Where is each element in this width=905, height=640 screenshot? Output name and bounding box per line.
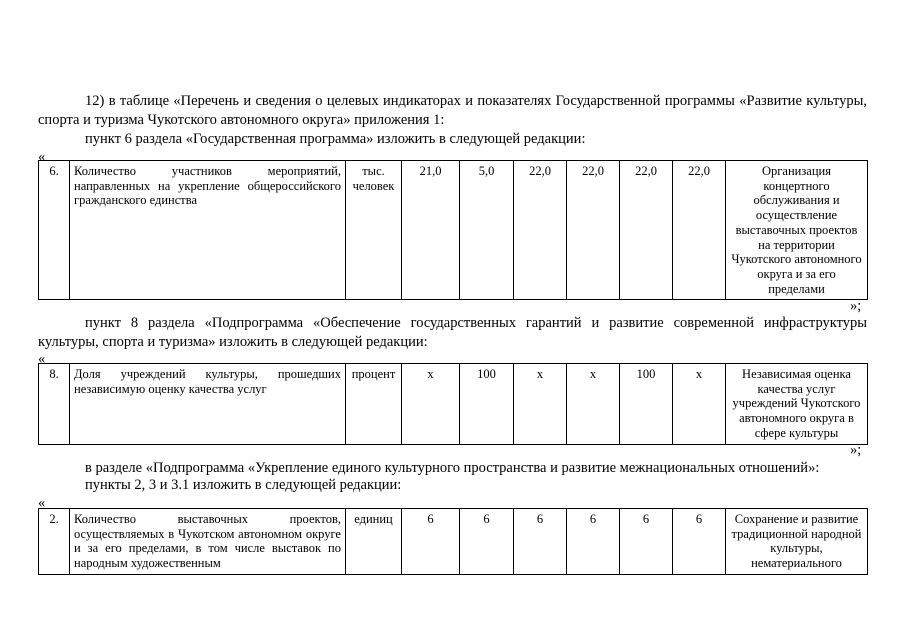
value-cell: 22,0 bbox=[620, 161, 673, 300]
value-cell: 6 bbox=[567, 509, 620, 575]
instruction-points-2-3: пункты 2, 3 и 3.1 изложить в следующей редакции: bbox=[85, 477, 402, 493]
table-row bbox=[39, 509, 868, 575]
value-cell: 6 bbox=[673, 509, 726, 575]
value-cell: 6 bbox=[460, 509, 514, 575]
indicator-table-points-2-3 bbox=[38, 508, 868, 575]
indicator-name: Доля учреждений культуры, прошедших независимую оценку качества услуг bbox=[70, 364, 346, 445]
opening-quote: « bbox=[38, 149, 46, 165]
activity-description: Организация концертного обслуживания и осуществление выставочных проектов на территории Чукотского автономного округа и за его пределами bbox=[726, 161, 868, 300]
value-cell: 100 bbox=[460, 364, 514, 445]
value-cell: 5,0 bbox=[460, 161, 514, 300]
value-cell: 22,0 bbox=[673, 161, 726, 300]
value-cell: 22,0 bbox=[567, 161, 620, 300]
value-cell: 21,0 bbox=[402, 161, 460, 300]
unit-of-measure: процент bbox=[346, 364, 402, 445]
unit-of-measure: единиц bbox=[346, 509, 402, 575]
indicator-name: Количество выставочных проектов, осуществляемых в Чукотском автономном округе и за его пределами, в том числе выставок по народным художественным bbox=[70, 509, 346, 575]
value-cell: x bbox=[514, 364, 567, 445]
indicator-table-point-8 bbox=[38, 363, 868, 445]
row-number: 8. bbox=[39, 364, 70, 445]
subprogram-section-heading: в разделе «Подпрограмма «Укрепление единого культурного пространства и развитие межнациональных отношений»: bbox=[85, 460, 820, 476]
value-cell: x bbox=[567, 364, 620, 445]
value-cell: 6 bbox=[402, 509, 460, 575]
indicator-name: Количество участников мероприятий, направленных на укрепление общероссийского гражданского единства bbox=[70, 161, 346, 300]
value-cell: x bbox=[673, 364, 726, 445]
opening-quote: « bbox=[38, 351, 46, 367]
value-cell: 6 bbox=[620, 509, 673, 575]
table-row bbox=[39, 364, 868, 445]
amendment-paragraph-12: 12) в таблице «Перечень и сведения о целевых индикаторах и показателях Государственной программы «Развитие культуры, спорта и туризма Чукотского автономного округа» приложения 1: bbox=[38, 93, 867, 128]
instruction-point-8: пункт 8 раздела «Подпрограмма «Обеспечение государственных гарантий и развитие современной инфраструктуры культуры, спорта и туризма» изложить в следующей редакции: bbox=[38, 315, 867, 350]
opening-quote: « bbox=[38, 495, 46, 511]
closing-quote: »; bbox=[850, 298, 862, 314]
value-cell: x bbox=[402, 364, 460, 445]
unit-of-measure: тыс. человек bbox=[346, 161, 402, 300]
value-cell: 22,0 bbox=[514, 161, 567, 300]
value-cell: 6 bbox=[514, 509, 567, 575]
activity-description: Сохранение и развитие традиционной народной культуры, нематериального bbox=[726, 509, 868, 575]
activity-description: Независимая оценка качества услуг учреждений Чукотского автономного округа в сфере культуры bbox=[726, 364, 868, 445]
indicator-table-point-6 bbox=[38, 160, 868, 300]
row-number: 2. bbox=[39, 509, 70, 575]
closing-quote: »; bbox=[850, 442, 862, 458]
instruction-point-6: пункт 6 раздела «Государственная программа» изложить в следующей редакции: bbox=[85, 131, 586, 147]
table-row bbox=[39, 161, 868, 300]
value-cell: 100 bbox=[620, 364, 673, 445]
row-number: 6. bbox=[39, 161, 70, 300]
